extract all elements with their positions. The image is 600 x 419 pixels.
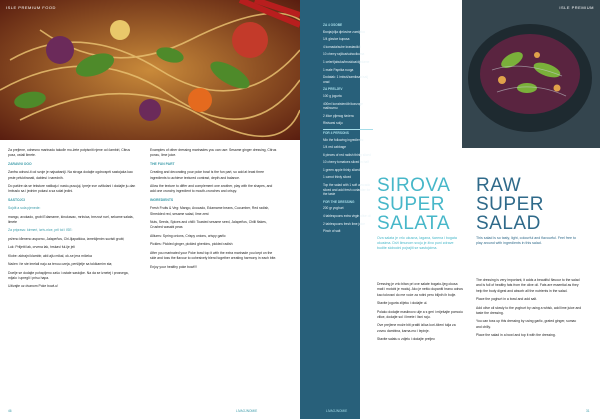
paragraph: Add olive oil slowly to the yoghurt by using a whisk, add lime juice and taste the dressing. <box>476 305 582 316</box>
paragraph: Do paštre da se teksture natikaju i nasto-pusujuj. Ipreje sve uvlikdani i dodajte ju-dan Imbuslo sa i jednim pokasi a sa solat jedini. <box>8 184 136 194</box>
ingredient-item: 2 žlice pljenog šećera <box>323 113 354 118</box>
ingredient-item: 4 tablespoons extra virgin olive oil <box>323 214 371 219</box>
paragraph: Place the salad in a bowl and top it with the dressing. <box>476 333 556 338</box>
ingredient-item: Đonja/pilja djelovine zumijeka <box>323 29 365 34</box>
ingredient-item: 100 g jogurta <box>323 93 342 98</box>
ingredient-item: 1 celeri/jabuka/bruskica/djedame <box>323 59 370 64</box>
paragraph: Načen i te ste imelali naju za tenuu ozeja, peršijelje sa tokikarnim sta; <box>8 262 113 267</box>
ingredient-item: 1 green apple thinly sliced <box>323 167 360 172</box>
section-label: THE FUN PART <box>150 161 175 166</box>
section-label: SASTOJCI <box>8 197 25 202</box>
paragraph: Stavite salatu u zdjelu i dodajte preljev. <box>377 337 436 342</box>
sidebar-footer-brand: LIVAOJNOMIE <box>326 409 348 413</box>
ingredient-item: 1/4 red cabbage <box>323 145 347 150</box>
paragraph: mango, avokado, grobi Edamame, kinukavac, mrkvica, brezovi ruel, sekame salata, limete <box>8 214 134 225</box>
poke-bowl-photo <box>0 0 300 140</box>
left-header-tag: ISLE PREMIUM FOOD <box>6 5 56 10</box>
section-label: INGREDIENTS <box>150 197 174 202</box>
ingredient-item: 2 tablespoons fresh lime juice <box>323 221 365 226</box>
ingredient-item: 1 male Paprika ruoga <box>323 67 354 72</box>
paragraph: Doelje se dodajte pohapljeno zašu i ostale sastojke. Na da se iznetej i prosvega, mljalo i upregli i prisu hapa. <box>8 270 129 280</box>
title-line: SIROVA <box>377 175 451 196</box>
ingredient-item: Top the salad with 1 soft avocado sliced and add fresh coriander for the taste <box>323 183 371 197</box>
paragraph: prženo iđeneno asporno, Jalapeños, Chi-lijapatkica, izmekljenim suvisti grubl; <box>8 236 125 241</box>
ingredient-item: 1 carrot thinly sliced <box>323 175 352 180</box>
method-croatian <box>377 282 463 346</box>
right-header-tag: ISLE PREMIUM <box>559 5 594 10</box>
paragraph: Nuts, Seeds, Spices and chilli: Toasted sesame seed, Jalapeños, Chilli flakes, Crushed wasabi peas <box>150 220 267 230</box>
sidebar-heading: FOR 4 PERSONS <box>323 129 373 136</box>
sidebar-heading: FOR THE DRESSING <box>323 199 355 204</box>
title-line: RAW <box>476 175 522 196</box>
left-column-english <box>150 148 278 273</box>
ingredient-item: 6 pieces of red radish thinly sliced <box>323 152 371 157</box>
paragraph: Alliums: Spring onions, Crispy onions, crispy garlic <box>150 233 226 238</box>
paragraph: Dressing je vrlo bitan pri ove salate bogato-ljeg okusa mati i motobi je moduj. Ako je nešto dupaniti hranu odnos kao tolvosni do me voće za rotini pero biljnih ih bolje. <box>377 282 463 297</box>
paragraph: Ove prejlene može biti pratiti izlica kori-tiženi tulja za zovnu dambina, karna-mo i lepinje. <box>377 323 456 333</box>
paragraph: Enjoy your healthy poke bowl!!! <box>150 264 197 269</box>
intro-croatian: Ova salata je vrlo ukusna, lagana, šarena i bogata okusima. Drži limunom svoju je živo puni zdrave budite slobodni pojrajiti se sastojcima. <box>377 236 457 251</box>
paragraph: Za prejlene, odnesno marinadu takođe mo-žete potpisniti njene od čambiri, Citrus pusz, ostali limete. <box>8 148 131 158</box>
ingredient-item: 4 komada/suhe krastavčići <box>323 44 361 49</box>
sub-label: Sojdit a sola pjenede: <box>8 206 41 211</box>
ingredient-item: 10 cherry rajčica/suhocikuma <box>323 52 365 57</box>
ingredient-item: Mix the following ingredients: <box>323 137 364 142</box>
paragraph: Place the yoghurt in a bowl and add salt. <box>476 297 538 302</box>
paragraph: Fresh Fruits & Veg: Mango, Avocado, Edamame beans, Cucumber, Red radish, Shredded red, sesame salad, lime zest <box>150 206 270 216</box>
title-croatian <box>377 176 450 233</box>
title-line: SUPER <box>377 194 445 215</box>
sidebar-heading: ZA PRELJEV <box>323 87 343 92</box>
paragraph: You can toss up this dressing by using garlic, grated ginger, sumac and chilly. <box>476 319 577 329</box>
section-label: ZARAVNI OOO <box>8 161 32 166</box>
intro-english: This salad is so tasty, light, colourful and flavourful. Feel free to play around with ingredients in this salad. <box>476 236 577 246</box>
paragraph: Examples of other dressing marinades you can use: Sesame ginger dressing, Citrus ponzu, lime juice. <box>150 148 277 158</box>
sidebar-heading: ZA 4 OSOBE <box>323 23 343 27</box>
title-line: SALAD <box>476 213 541 234</box>
ingredient-item: Dodatak: 1 imbuš/zamiksan/salj orad <box>323 75 368 84</box>
ingredient-item: Ristvarsi solju <box>323 121 343 126</box>
title-english <box>476 176 544 233</box>
left-footer-brand: LIVAOJNOMIE <box>236 409 258 413</box>
sub-label: Za pripravu: kirmeri, izriv-nice, pril tol i ISE: <box>8 228 73 233</box>
paragraph: Zanfra odnosi-ti od svoje je najsabaniji. Na stroga dodajte ogdnosprti sastojaka kao prste prfuktiranati, dablesi i narednih. <box>8 170 133 180</box>
ingredient-item: 400ml konzistenčih/konzoge malinoznu <box>323 101 364 111</box>
left-column-croatian <box>8 148 136 293</box>
title-line: SUPER <box>476 194 544 215</box>
paragraph: Pickles: Pickled ginger, pickled gherkins, pickled radish <box>150 242 233 247</box>
title-line: SALATA <box>377 213 451 234</box>
paragraph: The dressing is very important, it adds a beautiful flavour to the salad and is full of healthy fats from the olive oil. Fats are essential as they help the body digest and absorb all the nutrients in the salad. <box>476 278 580 293</box>
ingredient-item: 200 gr yoghurt <box>323 206 344 211</box>
poke-bowl-illustration <box>0 0 300 140</box>
paragraph: Luk: Priljetti lak, crvena lak, hrskavi ful-ije jeli <box>8 245 75 250</box>
ingredients-list <box>323 22 373 237</box>
left-page-number: 46 <box>8 409 12 413</box>
paragraph: Uživajte uz dvanom Poke bowl-u! <box>8 284 59 289</box>
salad-illustration <box>462 0 600 148</box>
salad-photo <box>462 0 600 148</box>
paragraph: Polako dodajte maslinovo ulje a s geri i miješajte pomoću vilice, dodajte sol i limete i lisni raju. <box>377 309 463 320</box>
ingredient-item: 1/4 glavice kupusa <box>323 37 350 42</box>
method-english <box>476 278 582 342</box>
paragraph: After you marinated your Poke bowl top it with the extra marinade you kept on the side and toss the flavour to cohesively blend together creating harmony in each bite. <box>150 250 277 261</box>
right-page-number: 31 <box>586 409 590 413</box>
paragraph: Klobe: aktrajni klambir, akti ajlu mikal, ok-se jera mičeka <box>8 253 92 258</box>
paragraph: Stavite jogurta zlijeku i dodajte ul. <box>377 301 428 306</box>
paragraph: Allow the texture to differ and complement one another, play with the shapes, and add one crunchy ingredient to mouth-crunches and crispy. <box>150 184 273 194</box>
ingredient-item: 10 cherry tomatoes sliced in half <box>323 160 369 165</box>
ingredient-item: Pinch of salt <box>323 229 341 234</box>
paragraph: Creating and decorating your poke bowl is the fun part, so add at least three ingredients to achieve textured contrast, depth and balance. <box>150 170 265 180</box>
